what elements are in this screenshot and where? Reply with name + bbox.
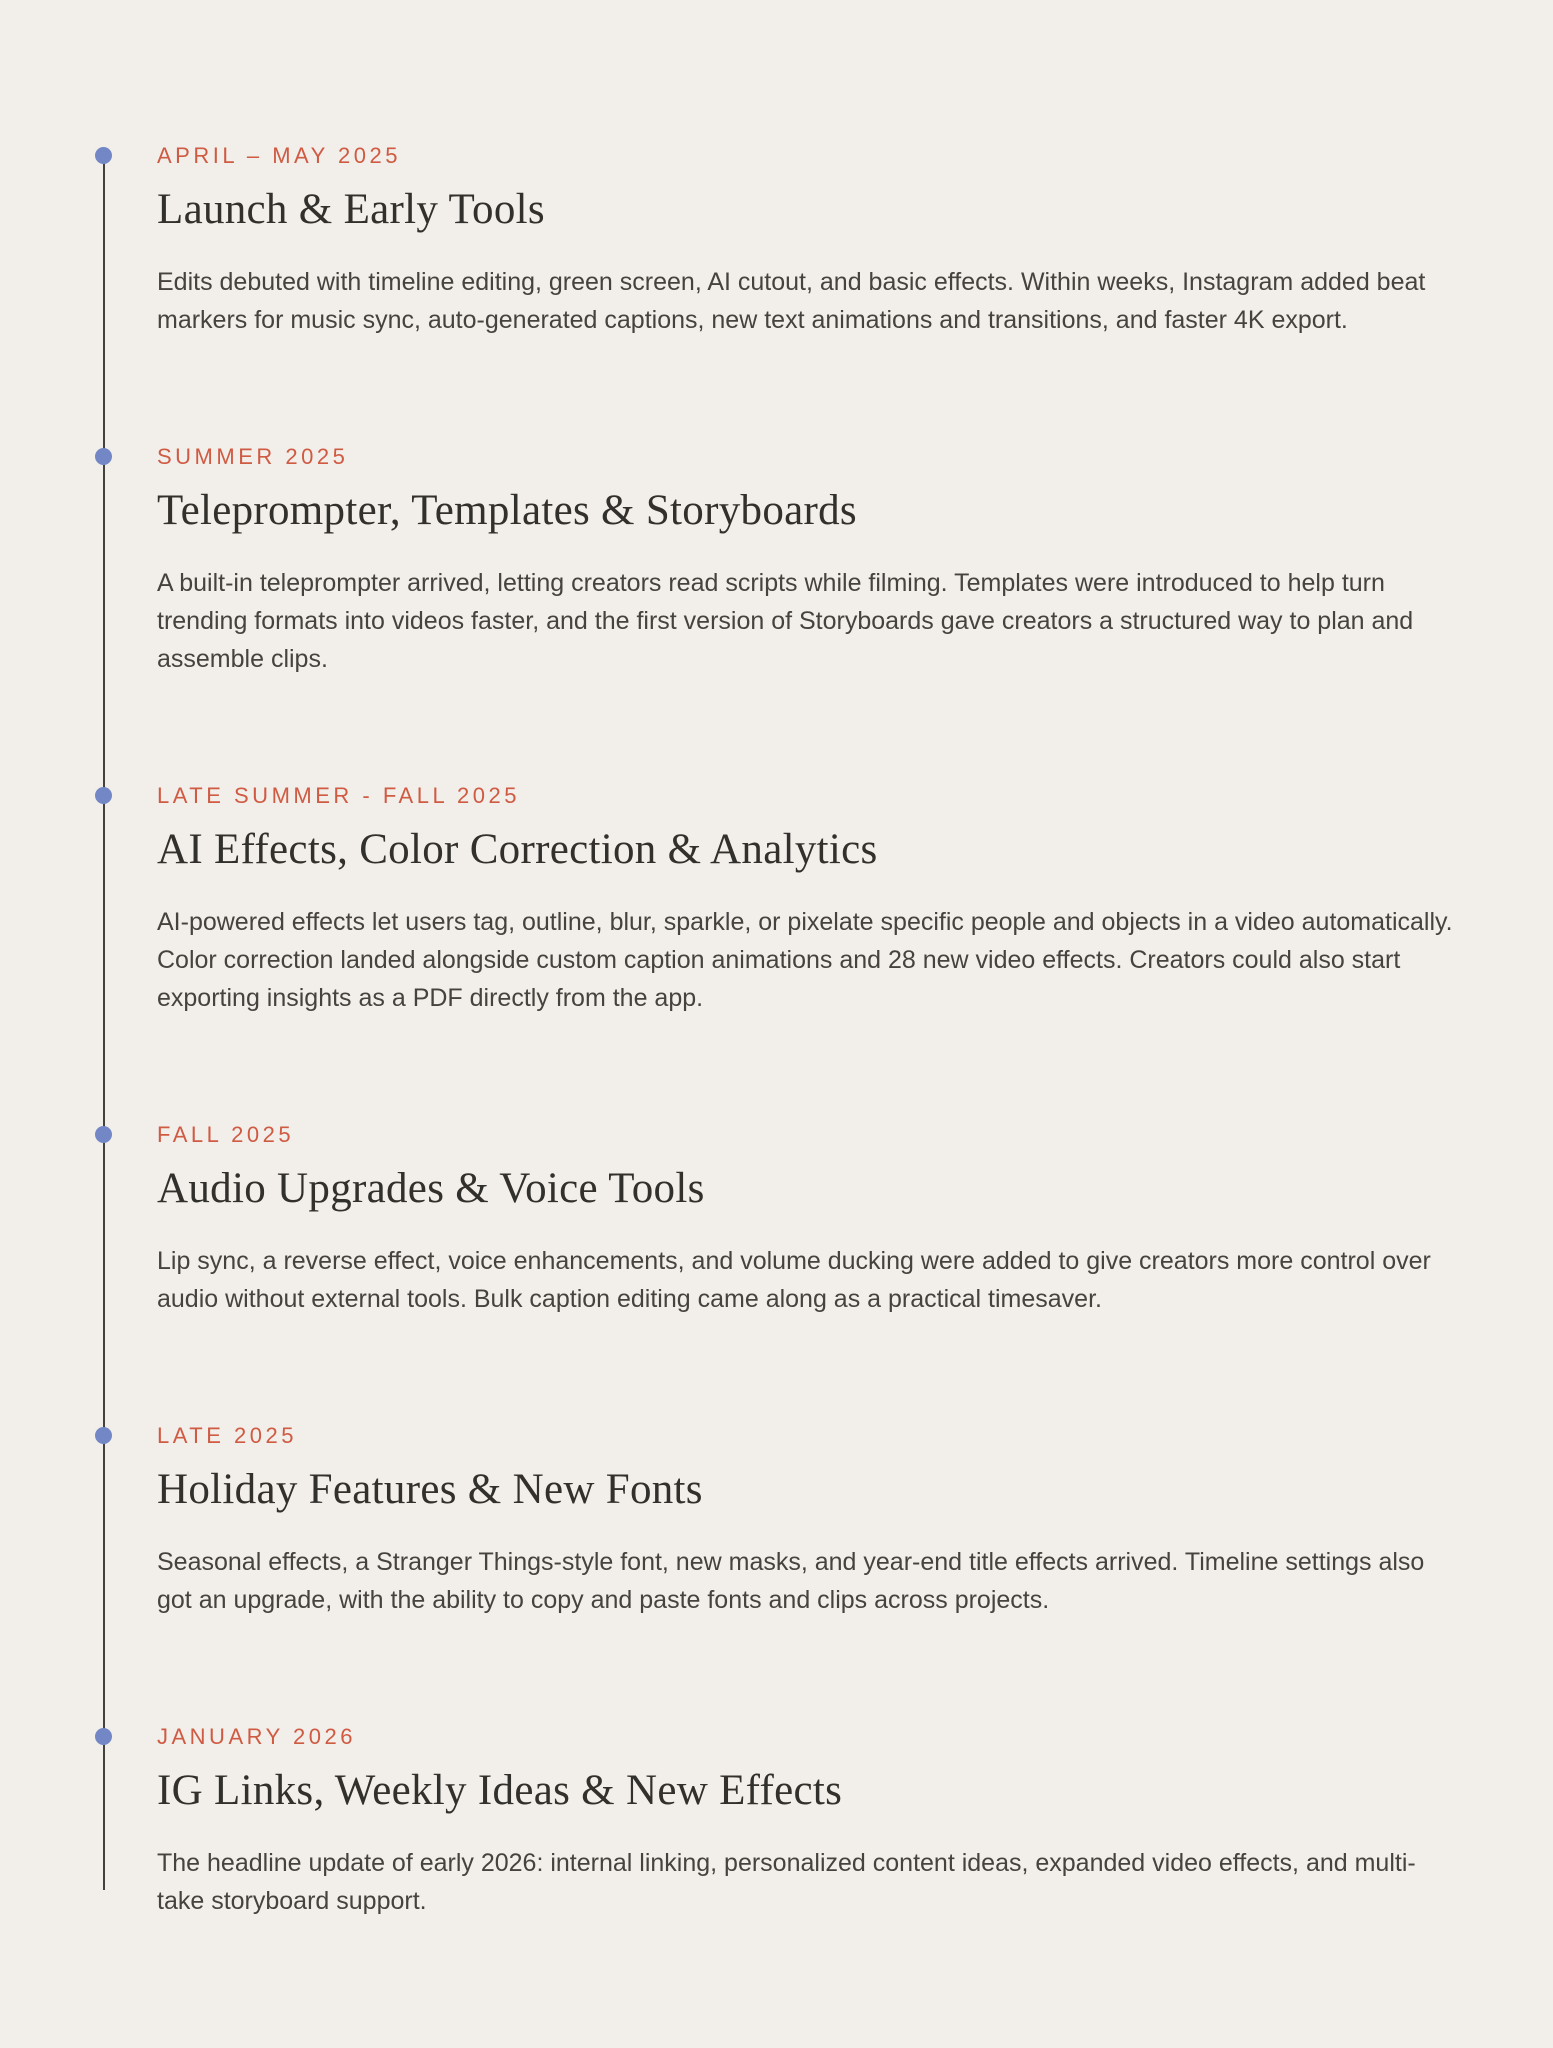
timeline-line	[103, 157, 105, 1890]
entry-date: FALL 2025	[157, 1122, 295, 1147]
entry-date: JANUARY 2026	[157, 1724, 356, 1749]
entry-date: LATE 2025	[157, 1423, 297, 1448]
entry-date: SUMMER 2025	[157, 444, 349, 469]
entry-body: Lip sync, a reverse effect, voice enhancements, and volume ducking were added to give creators more control over audio without external tools. Bulk caption editing came along as a practical timesaver.	[157, 1247, 1431, 1313]
timeline-entry	[157, 444, 1455, 678]
entry-title: Audio Upgrades & Voice Tools	[157, 1165, 705, 1212]
entry-title: Teleprompter, Templates & Storyboards	[157, 487, 857, 534]
timeline-dot-icon	[95, 448, 112, 465]
timeline-entry	[157, 143, 1455, 339]
timeline-dot-icon	[95, 1728, 112, 1745]
timeline-dot-icon	[95, 787, 112, 804]
entry-body: The headline update of early 2026: internal linking, personalized content ideas, expanded video effects, and multi-take storyboard support.	[157, 1849, 1416, 1915]
timeline-dot-icon	[95, 1427, 112, 1444]
entry-date: APRIL – MAY 2025	[157, 143, 401, 168]
entry-title: Launch & Early Tools	[157, 186, 545, 233]
entry-body: Edits debuted with timeline editing, green screen, AI cutout, and basic effects. Within weeks, Instagram added beat markers for music sync, auto-generated captions, new text animations and transitions, and faster 4K export.	[157, 268, 1426, 334]
entry-body: A built-in teleprompter arrived, letting creators read scripts while filming. Templates were introduced to help turn trending formats into videos faster, and the first version of Storyboards gave creators a structured way to plan and assemble clips.	[157, 569, 1414, 673]
entry-date: LATE SUMMER - FALL 2025	[157, 783, 520, 808]
timeline-entry	[157, 1724, 1455, 1920]
timeline-entry	[157, 1122, 1455, 1318]
entry-title: AI Effects, Color Correction & Analytics	[157, 826, 878, 873]
entry-title: IG Links, Weekly Ideas & New Effects	[157, 1767, 843, 1814]
entry-body: AI-powered effects let users tag, outline, blur, sparkle, or pixelate specific people and objects in a video automatically. Color correction landed alongside custom caption animations and 28 new video effects. Creators could also start exporting insights as a PDF directly from the app.	[157, 908, 1453, 1012]
timeline-dot-icon	[95, 1126, 112, 1143]
timeline-dot-icon	[95, 147, 112, 164]
entry-title: Holiday Features & New Fonts	[157, 1466, 703, 1513]
timeline-entry	[157, 783, 1455, 1017]
entry-body: Seasonal effects, a Stranger Things-style font, new masks, and year-end title effects arrived. Timeline settings also got an upgrade, with the ability to copy and paste fonts and clips across projects.	[157, 1548, 1425, 1614]
timeline-entry	[157, 1423, 1455, 1619]
